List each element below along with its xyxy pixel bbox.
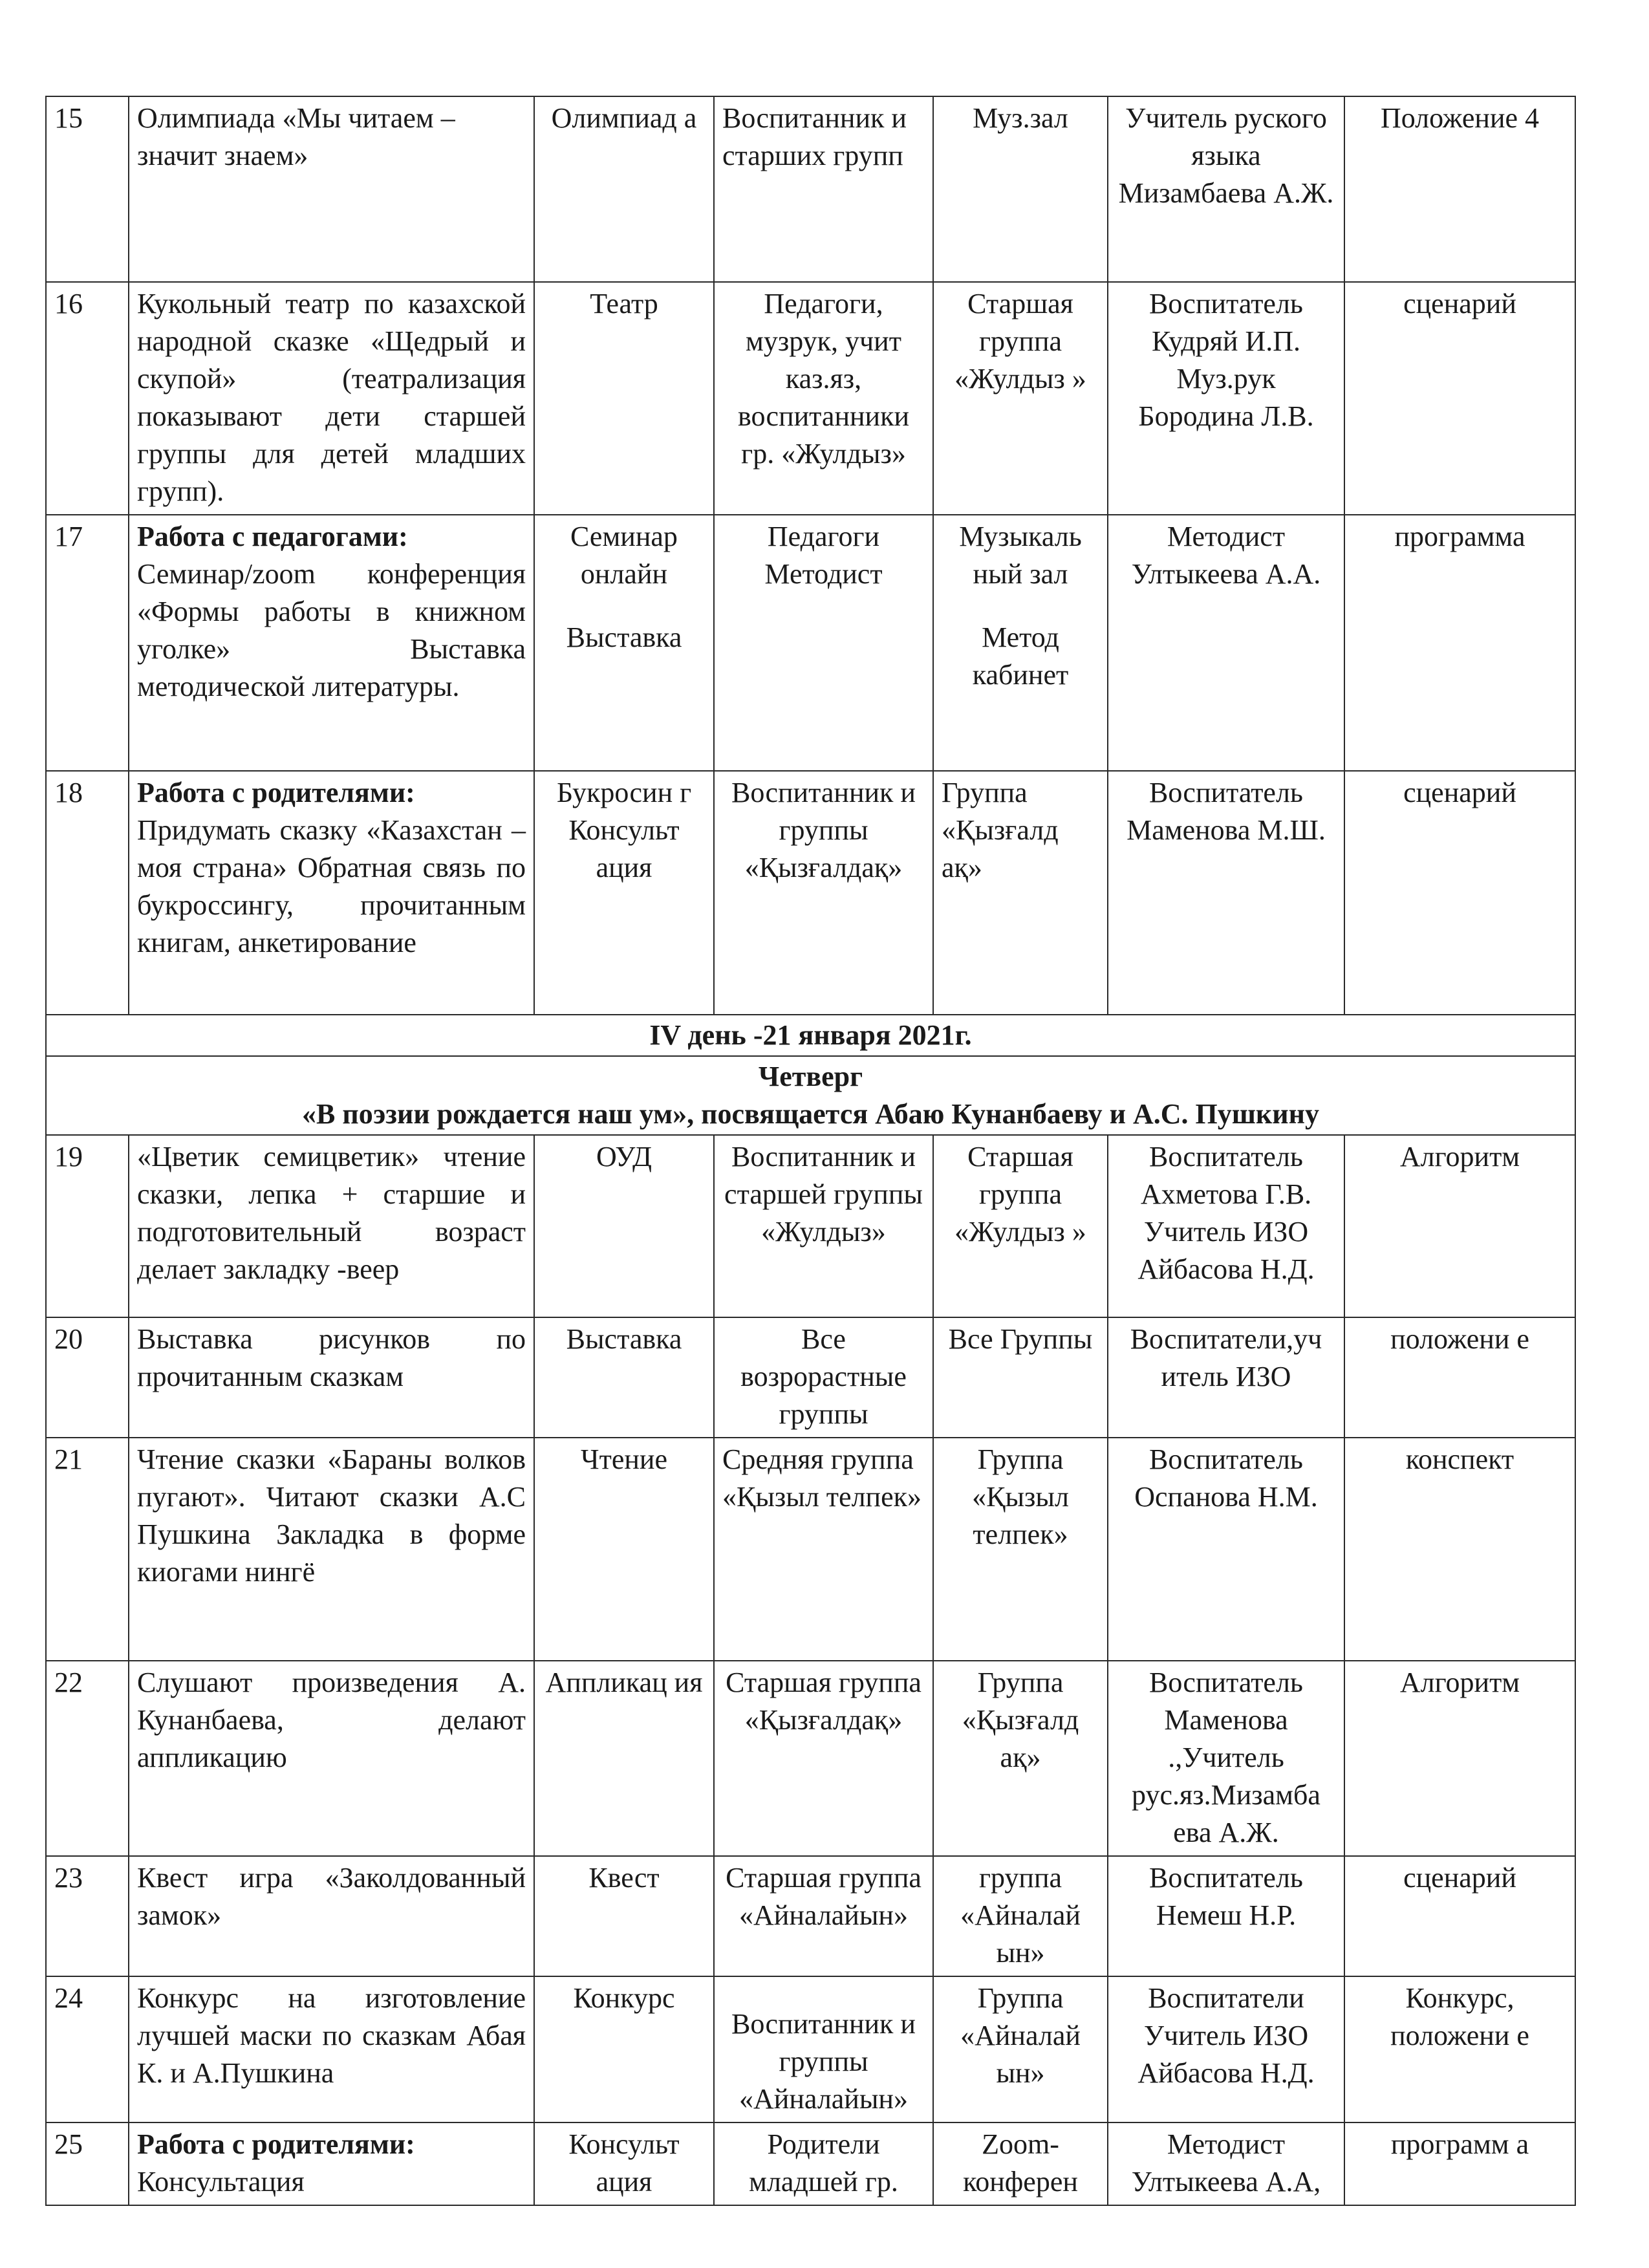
event-form: Конкурс	[534, 1976, 714, 2122]
event-document: конспект	[1344, 1438, 1575, 1661]
event-responsible: Воспитатель Маменова М.Ш.	[1108, 771, 1344, 1015]
table-row	[46, 1135, 1575, 1317]
row-number: 19	[46, 1135, 129, 1317]
table-row	[46, 282, 1575, 515]
event-responsible: Воспитатель Ахметова Г.В. Учитель ИЗО Айбасова Н.Д.	[1108, 1135, 1344, 1317]
event-form: Чтение	[534, 1438, 714, 1661]
row-number: 17	[46, 515, 129, 771]
event-title: Кукольный театр по казахской народной сказке «Щедрый и скупой» (театрализация показывают дети старшей группы для детей младших групп).	[129, 282, 534, 515]
event-place: Zoom- конферен	[933, 2122, 1108, 2205]
table-row	[46, 771, 1575, 1015]
table-row	[46, 1856, 1575, 1976]
event-place: Муз.зал	[933, 96, 1108, 282]
event-document: Алгоритм	[1344, 1135, 1575, 1317]
event-responsible: Учитель руского языка Мизамбаева А.Ж.	[1108, 96, 1344, 282]
event-form: Квест	[534, 1856, 714, 1976]
event-participants: Воспитанник и старшей группы «Жулдыз»	[714, 1135, 933, 1317]
day-heading: IV день -21 января 2021г.	[46, 1015, 1575, 1056]
event-document: сценарий	[1344, 282, 1575, 515]
event-title: Конкурс на изготовление лучшей маски по сказкам Абая К. и А.Пушкина	[129, 1976, 534, 2122]
row-number: 20	[46, 1317, 129, 1438]
table-row	[46, 1438, 1575, 1661]
event-place: группа «Айналай ын»	[933, 1856, 1108, 1976]
row-number: 23	[46, 1856, 129, 1976]
event-place: Старшая группа «Жулдыз »	[933, 1135, 1108, 1317]
event-participants: Педагоги, музрук, учит каз.яз, воспитанники гр. «Жулдыз»	[714, 282, 933, 515]
event-form: Семинар онлайн Выставка	[534, 515, 714, 771]
event-document: программ а	[1344, 2122, 1575, 2205]
event-title: Работа с родителями: Придумать сказку «Казахстан – моя страна» Обратная связь по букроссингу, прочитанным книгам, анкетирование	[129, 771, 534, 1015]
event-place: Музыкаль ный зал Метод кабинет	[933, 515, 1108, 771]
event-form: Олимпиад а	[534, 96, 714, 282]
event-form: Консульт ация	[534, 2122, 714, 2205]
event-responsible: Воспитатель Маменова .,Учитель рус.яз.Мизамба ева А.Ж.	[1108, 1661, 1344, 1856]
event-document: Положение 4	[1344, 96, 1575, 282]
event-form: Выставка	[534, 1317, 714, 1438]
event-participants: Воспитанник и группы «Қызғалдақ»	[714, 771, 933, 1015]
event-place: Группа «Айналай ын»	[933, 1976, 1108, 2122]
row-number: 16	[46, 282, 129, 515]
event-responsible: Методист Ултыкеева А.А.	[1108, 515, 1344, 771]
event-place: Группа «Қызғалд ақ»	[933, 1661, 1108, 1856]
event-participants: Воспитанник и старших групп	[714, 96, 933, 282]
event-form: Театр	[534, 282, 714, 515]
table-row	[46, 2122, 1575, 2205]
schedule-sheet	[45, 96, 1575, 2206]
event-title: Квест игра «Заколдованный замок»	[129, 1856, 534, 1976]
event-responsible: Воспитатели Учитель ИЗО Айбасова Н.Д.	[1108, 1976, 1344, 2122]
event-participants: Средняя группа «Қызыл телпек»	[714, 1438, 933, 1661]
table-row	[46, 1661, 1575, 1856]
theme-header-row	[46, 1056, 1575, 1135]
event-form: Аппликац ия	[534, 1661, 714, 1856]
table-row	[46, 1317, 1575, 1438]
event-place: Группа «Қызғалд ақ»	[933, 771, 1108, 1015]
table-row	[46, 96, 1575, 282]
event-document: Алгоритм	[1344, 1661, 1575, 1856]
table-row	[46, 1976, 1575, 2122]
event-document: сценарий	[1344, 1856, 1575, 1976]
event-responsible: Методист Ултыкеева А.А,	[1108, 2122, 1344, 2205]
event-participants: Педагоги Методист	[714, 515, 933, 771]
event-participants: Воспитанник и группы «Айналайын»	[714, 1976, 933, 2122]
event-responsible: Воспитатели,уч итель ИЗО	[1108, 1317, 1344, 1438]
event-document: Конкурс, положени е	[1344, 1976, 1575, 2122]
event-form: Букросин г Консульт ация	[534, 771, 714, 1015]
day-theme: Четверг «В поэзии рождается наш ум», посвящается Абаю Кунанбаеву и А.С. Пушкину	[46, 1056, 1575, 1135]
event-title: Слушают произведения А. Кунанбаева, делают аппликацию	[129, 1661, 534, 1856]
row-number: 22	[46, 1661, 129, 1856]
day-header-row	[46, 1015, 1575, 1056]
event-responsible: Воспитатель Немеш Н.Р.	[1108, 1856, 1344, 1976]
event-place: Группа «Қызыл телпек»	[933, 1438, 1108, 1661]
event-title: Олимпиада «Мы читаем – значит знаем»	[129, 96, 534, 282]
event-participants: Все возрорастные группы	[714, 1317, 933, 1438]
event-title: «Цветик семицветик» чтение сказки, лепка + старшие и подготовительный возраст делает закладку -веер	[129, 1135, 534, 1317]
event-title: Работа с родителями: Консультация	[129, 2122, 534, 2205]
event-participants: Старшая группа «Айналайын»	[714, 1856, 933, 1976]
event-responsible: Воспитатель Оспанова Н.М.	[1108, 1438, 1344, 1661]
row-number: 25	[46, 2122, 129, 2205]
event-schedule-table	[45, 96, 1576, 2206]
event-participants: Старшая группа «Қызғалдақ»	[714, 1661, 933, 1856]
event-document: программа	[1344, 515, 1575, 771]
event-form: ОУД	[534, 1135, 714, 1317]
event-title: Чтение сказки «Бараны волков пугают». Читают сказки А.С Пушкина Закладка в форме киогами нингё	[129, 1438, 534, 1661]
event-participants: Родители младшей гр.	[714, 2122, 933, 2205]
event-title: Работа с педагогами: Семинар/zoom конференция «Формы работы в книжном уголке» Выставка методической литературы.	[129, 515, 534, 771]
event-document: положени е	[1344, 1317, 1575, 1438]
event-responsible: Воспитатель Кудряй И.П. Муз.рук Бородина Л.В.	[1108, 282, 1344, 515]
row-number: 15	[46, 96, 129, 282]
event-place: Все Группы	[933, 1317, 1108, 1438]
row-number: 18	[46, 771, 129, 1015]
event-document: сценарий	[1344, 771, 1575, 1015]
row-number: 21	[46, 1438, 129, 1661]
row-number: 24	[46, 1976, 129, 2122]
table-row	[46, 515, 1575, 771]
event-title: Выставка рисунков по прочитанным сказкам	[129, 1317, 534, 1438]
event-place: Старшая группа «Жулдыз »	[933, 282, 1108, 515]
